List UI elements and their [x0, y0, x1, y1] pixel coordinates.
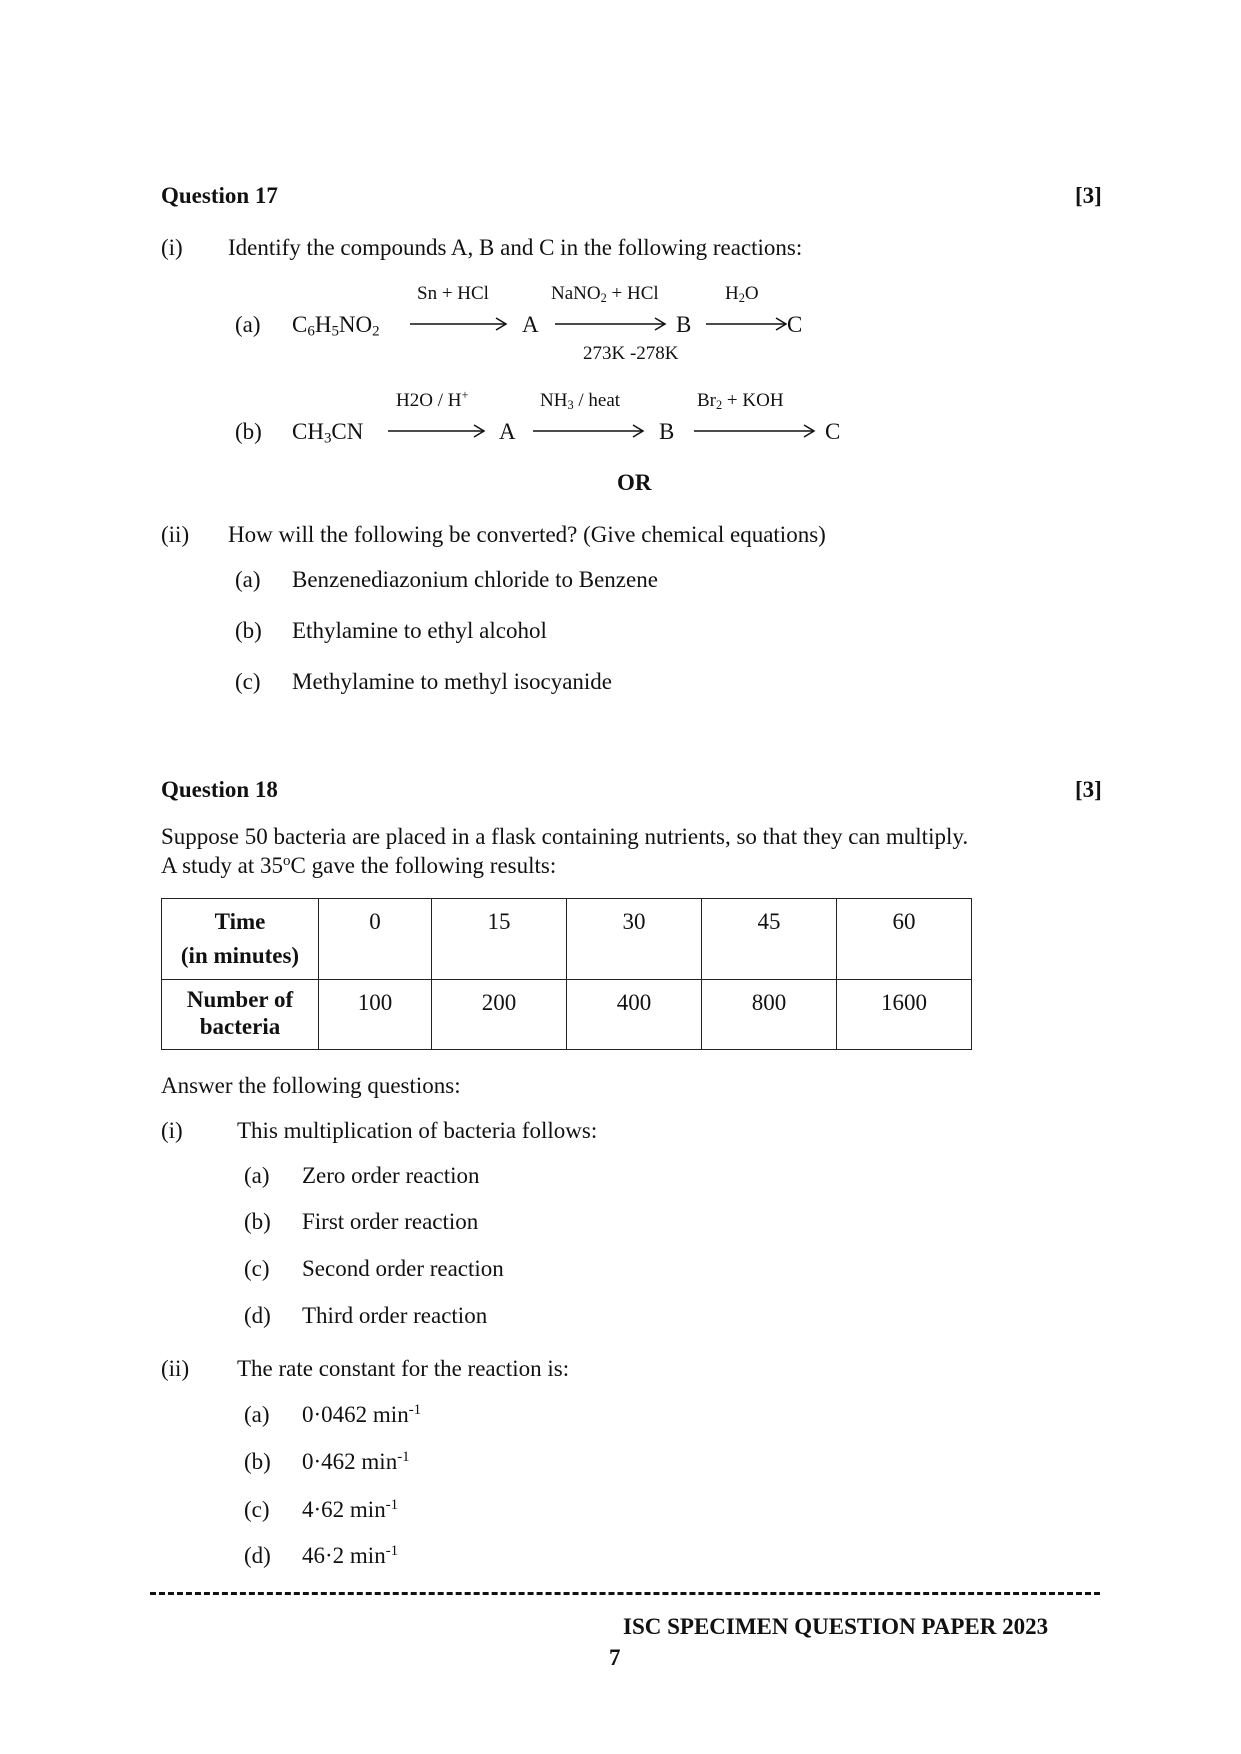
list-item: Ethylamine to ethyl alcohol — [292, 618, 547, 643]
q18-i-text: This multiplication of bacteria follows: — [237, 1118, 598, 1143]
q18-ii-text: The rate constant for the reaction is: — [237, 1356, 570, 1381]
reaction-arrow — [555, 317, 667, 331]
q18-intro-line1: Suppose 50 bacteria are placed in a flask containing nutrients, so that they can multiply. — [161, 824, 969, 849]
reaction-arrow — [694, 424, 816, 438]
q17-a-reagent1: Sn + HCl — [417, 283, 489, 304]
table-cell-time: 0 — [319, 899, 432, 980]
option-text: First order reaction — [302, 1209, 479, 1234]
table-cell-time: 60 — [837, 899, 972, 980]
reaction-arrow — [706, 317, 788, 331]
q17-a-product-b: B — [676, 312, 692, 337]
q17-b-reactant: $CH_3CN$ — [292, 419, 364, 447]
q17-b-label: (b) — [235, 419, 262, 444]
q17-b-product-c: C — [825, 419, 841, 444]
table-cell-count: 400 — [567, 980, 702, 1050]
table-cell-count: 100 — [319, 980, 432, 1050]
option-text: Second order reaction — [302, 1256, 504, 1281]
footer-divider — [150, 1592, 1100, 1595]
q17-a-reagent3: $H_2O$ — [725, 283, 759, 306]
option-text: Third order reaction — [302, 1303, 488, 1328]
option-label: (c) — [244, 1497, 270, 1522]
list-item-label: (b) — [235, 618, 262, 643]
q17-b-reagent1: H2O / H+ — [396, 388, 469, 411]
option-text: 0·0462 $\min^{-1}$ — [302, 1401, 422, 1427]
option-label: (d) — [244, 1303, 271, 1328]
option-label: (a) — [244, 1402, 270, 1427]
list-item-label: (c) — [235, 669, 261, 694]
reaction-arrow — [410, 317, 508, 331]
q17-or: OR — [617, 470, 652, 495]
q18-answer-prompt: Answer the following questions: — [161, 1073, 461, 1098]
option-label: (c) — [244, 1256, 270, 1281]
page-number: 7 — [609, 1645, 621, 1670]
q18-ii-num: (ii) — [161, 1356, 190, 1381]
bacteria-data-table — [161, 898, 972, 1050]
option-text: 0·462 $\min^{-1}$ — [302, 1448, 410, 1474]
q17-a-condition2: 273K -278K — [583, 343, 679, 364]
list-item: Methylamine to methyl isocyanide — [292, 669, 613, 694]
q18-intro-line2: A study at 35$^o$C gave the following results: — [161, 852, 557, 878]
q17-ii-num: (ii) — [161, 522, 190, 547]
q17-a-product-a: A — [522, 312, 539, 337]
q17-b-product-a: A — [499, 419, 516, 444]
q17-a-reagent2: NaNO$_2$ + HCl — [551, 283, 659, 306]
q18-marks: [3] — [1075, 777, 1102, 802]
q17-marks: [3] — [1075, 183, 1102, 208]
q17-title: Question 17 — [161, 183, 278, 208]
option-text: 46·2 $\min^{-1}$ — [302, 1542, 399, 1568]
option-text: Zero order reaction — [302, 1163, 480, 1188]
option-label: (d) — [244, 1543, 271, 1568]
table-header-bacteria: Number of bacteria — [162, 980, 319, 1050]
reaction-arrow — [388, 424, 486, 438]
q17-a-reactant: $C_6H_5NO_2$ — [292, 312, 380, 340]
q17-ii-text: How will the following be converted? (Give chemical equations) — [228, 522, 826, 547]
q18-title: Question 18 — [161, 777, 278, 802]
table-cell-time: 15 — [432, 899, 567, 980]
footer-title: ISC SPECIMEN QUESTION PAPER 2023 — [623, 1614, 1049, 1639]
q17-a-label: (a) — [235, 312, 261, 337]
q18-i-num: (i) — [161, 1118, 183, 1143]
q17-b-reagent2: $NH_3$ / heat — [540, 390, 621, 413]
table-header-time: Time (in minutes) — [162, 899, 319, 980]
q17-a-product-c: C — [787, 312, 803, 337]
q17-i-text: Identify the compounds A, B and C in the following reactions: — [228, 235, 803, 260]
list-item: Benzenediazonium chloride to Benzene — [292, 567, 658, 592]
table-cell-count: 200 — [432, 980, 567, 1050]
q17-b-product-b: B — [659, 419, 675, 444]
table-cell-count: 1600 — [837, 980, 972, 1050]
table-cell-count: 800 — [702, 980, 837, 1050]
table-cell-time: 30 — [567, 899, 702, 980]
q17-i-num: (i) — [161, 235, 183, 260]
option-label: (b) — [244, 1449, 271, 1474]
option-label: (a) — [244, 1163, 270, 1188]
table-cell-time: 45 — [702, 899, 837, 980]
option-label: (b) — [244, 1209, 271, 1234]
reaction-arrow — [533, 424, 645, 438]
q17-b-reagent3: $Br_2$ + KOH — [697, 390, 784, 413]
list-item-label: (a) — [235, 567, 261, 592]
table-row — [162, 899, 972, 980]
option-text: 4·62 $\min^{-1}$ — [302, 1496, 399, 1522]
table-row — [162, 980, 972, 1050]
